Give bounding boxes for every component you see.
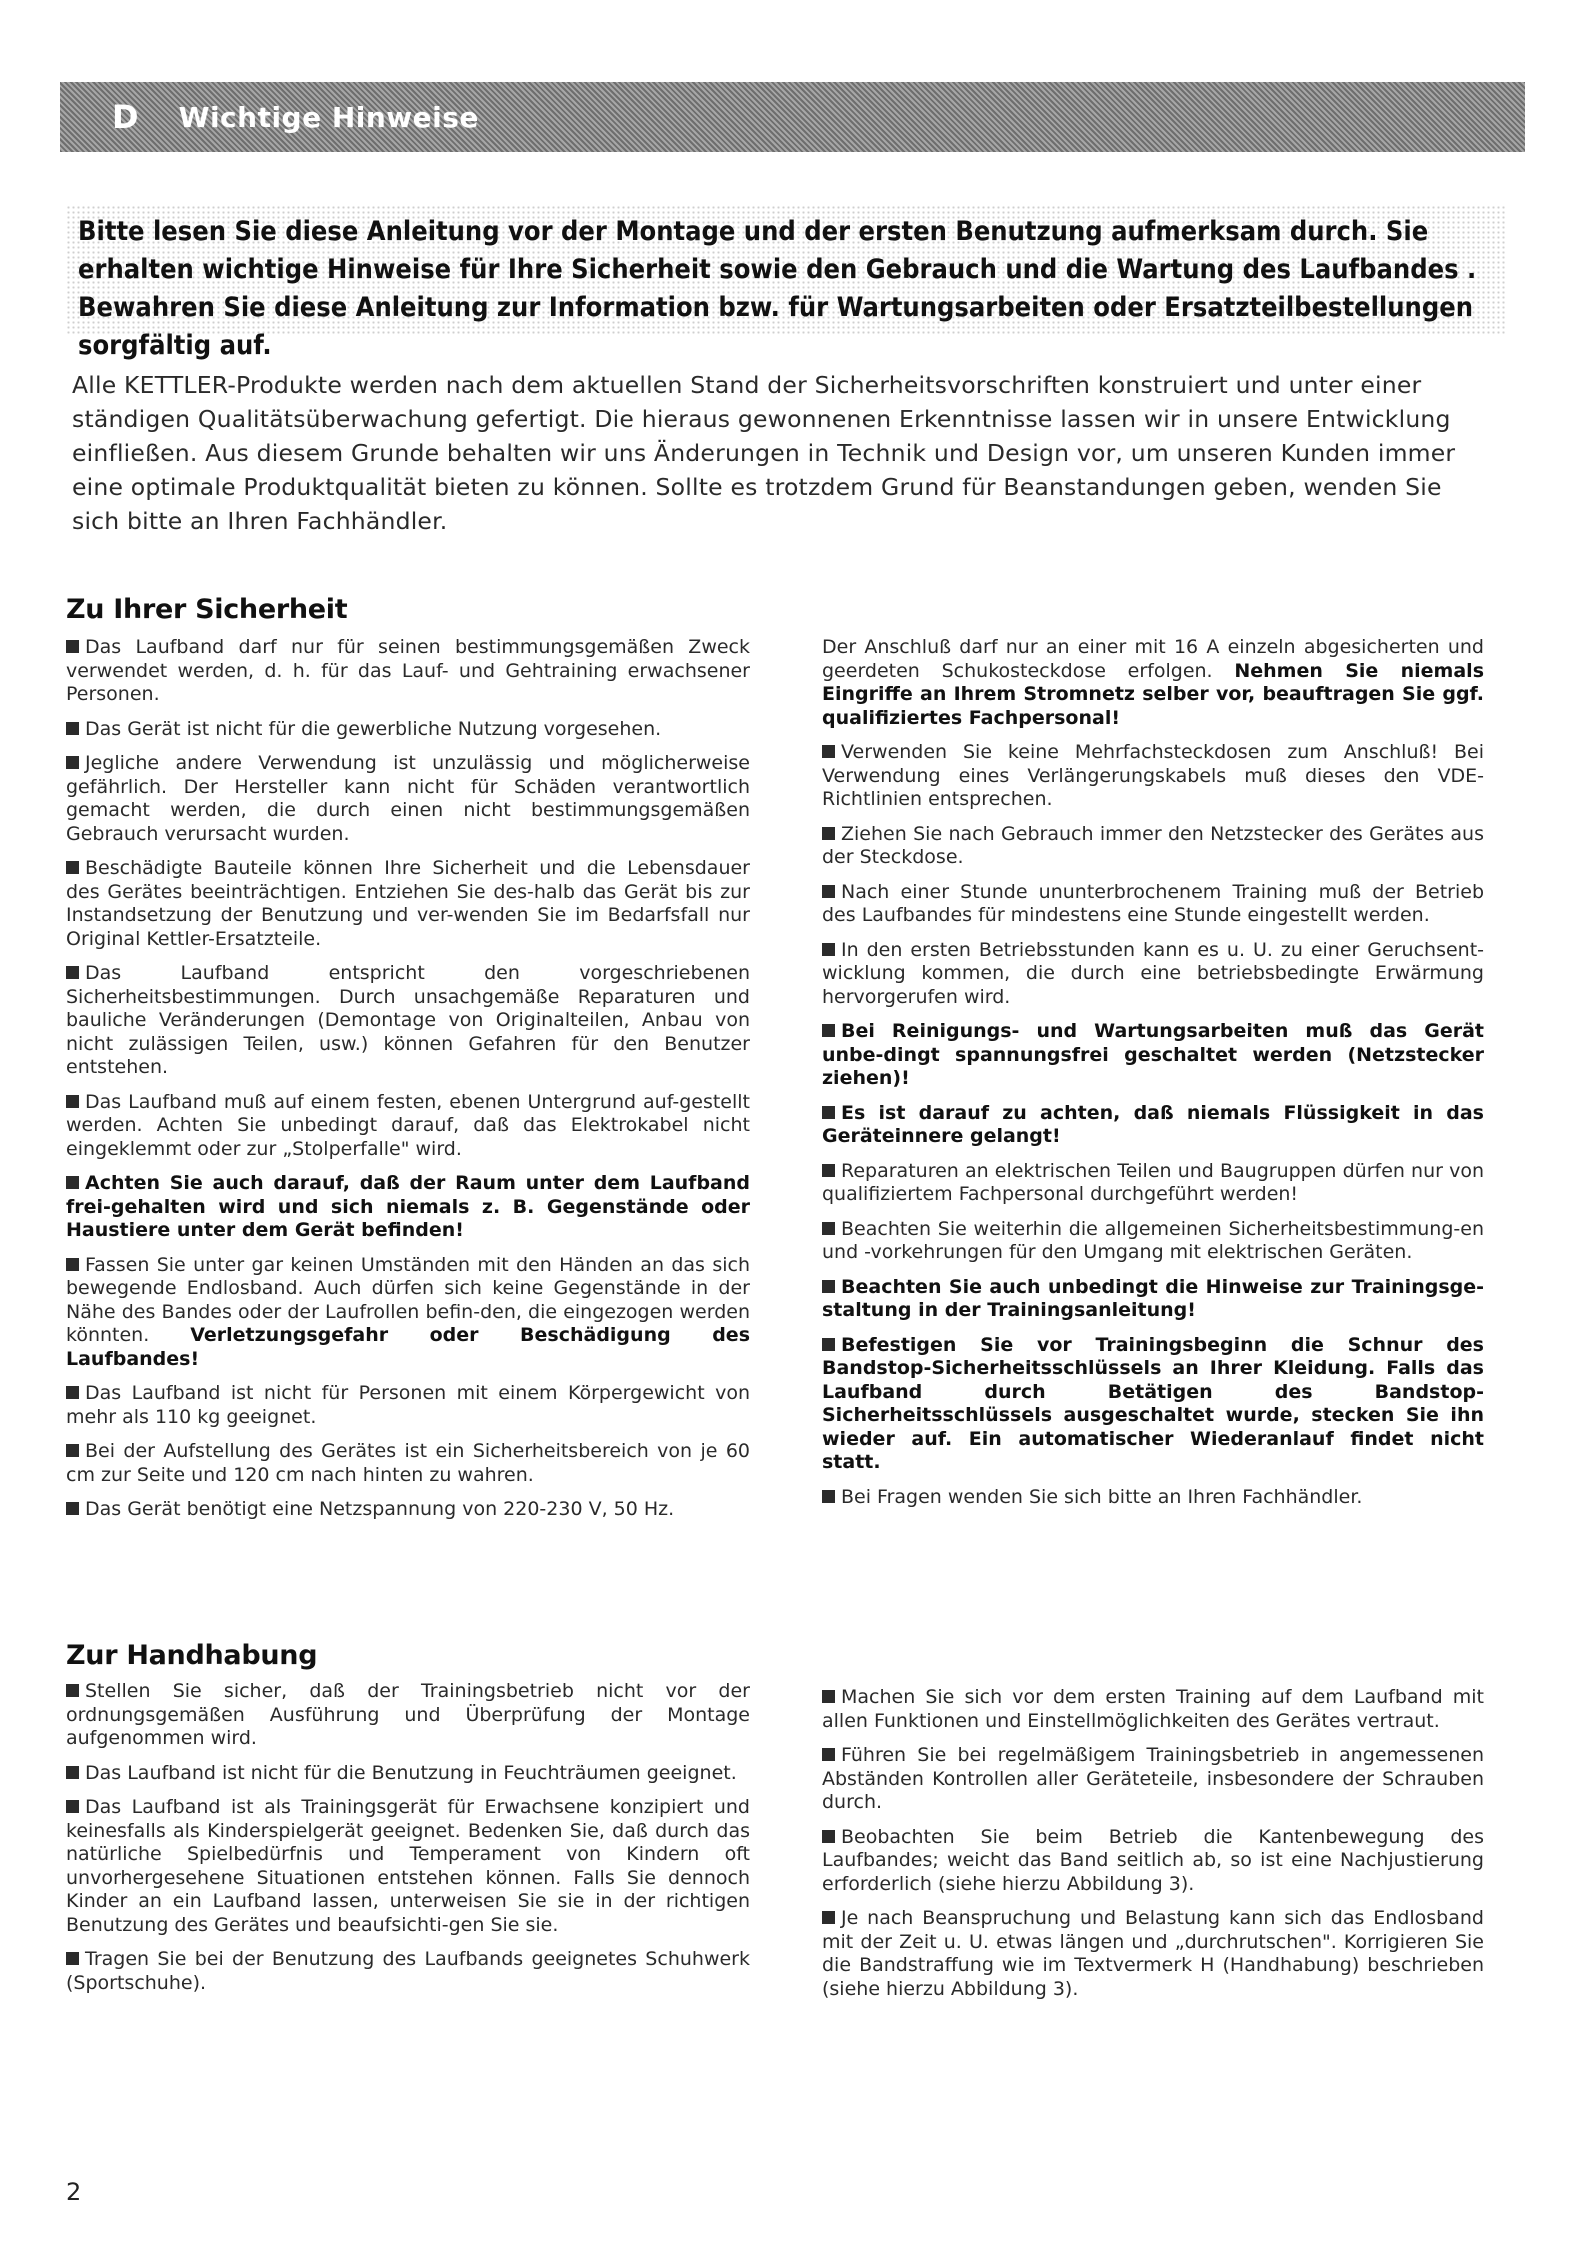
list-item [66,718,750,742]
bullet-square-icon [822,1338,835,1351]
bullet-square-icon [822,1490,835,1503]
item-bold-text: Verletzungsgefahr oder Beschädigung des Laufbandes! [66,1324,750,1370]
item-text: Bei der Aufstellung des Gerätes ist ein Sicherheitsbereich von je 60 cm zur Seite und 120 cm nach hinten zu wahren. [66,1440,750,1486]
bullet-square-icon [822,1830,835,1843]
item-bold-text: Nehmen Sie niemals Eingriffe an Ihrem Stromnetz selber vor, beauftragen Sie ggf. qualifiziertes Fachpersonal! [822,659,1484,729]
list-item [66,1680,750,1751]
bullet-square-icon [822,1106,835,1119]
bullet-square-icon [66,1502,79,1515]
bullet-square-icon [66,1766,79,1779]
bullet-square-icon [822,885,835,898]
item-text: Das Laufband entspricht den vorgeschriebenen Sicherheitsbestimmungen. Durch unsachgemäße Reparaturen und bauliche Veränderungen (Demontage von Originalteilen, Anbau von nicht zulässigen Teilen, usw.) können Gefahren für den Benutzer entstehen. [66,962,750,1078]
list-item [66,636,750,707]
item-text: Reparaturen an elektrischen Teilen und Baugruppen dürfen nur von qualifiziertem Fachpersonal durchgeführt werden! [822,1159,1484,1205]
list-item [822,1160,1484,1207]
list-item [822,1334,1484,1475]
list-item [66,1091,750,1162]
item-text: Das Laufband muß auf einem festen, ebenen Untergrund auf-gestellt werden. Achten Sie unbedingt darauf, daß das Elektrokabel nicht eingeklemmt oder zur „Stolperfalle" wird. [66,1090,750,1160]
bullet-square-icon [66,640,79,653]
list-item [822,1907,1484,2001]
item-bold-text: Achten Sie auch darauf, daß der Raum unter dem Laufband frei-gehalten wird und sich niemals z. B. Gegenstände oder Haustiere unter dem Gerät befinden! [66,1172,750,1241]
list-item [822,1486,1484,1510]
list-item [822,1826,1484,1897]
handling-title: Zur Handhabung [66,1640,318,1671]
bullet-square-icon [822,827,835,840]
item-text: Beschädigte Bauteile können Ihre Sicherheit und die Lebensdauer des Gerätes beeinträchtigen. Entziehen Sie des-halb das Gerät bis zur Instandsetzung der Benutzung und ver-wenden Sie im Bedarfsfall nur Original Kettler-Ersatzteile. [66,857,750,950]
item-text: Jegliche andere Verwendung ist unzulässig und möglicherweise gefährlich. Der Hersteller kann nicht für Schäden verantwortlich gemacht werden, die durch einen nicht bestimmungsgemäßen Gebrauch verursacht wurden. [66,752,750,845]
list-item [822,1686,1484,1733]
bullet-square-icon [66,1176,79,1189]
section-header-title: Wichtige Hinweise [178,100,479,134]
bullet-square-icon [66,722,79,735]
list-item [66,752,750,846]
list-item [66,1948,750,1995]
item-text: Beachten Sie weiterhin die allgemeinen Sicherheitsbestimmung-en und -vorkehrungen für den Umgang mit elektrischen Geräten. [822,1217,1484,1263]
intro-notice: Bitte lesen Sie diese Anleitung vor der Montage und der ersten Benutzung aufmerksam durch. Sie erhalten wichtige Hinweise für Ihre Sicherheit sowie den Gebrauch und die Wartung des Laufbandes . Bewahren Sie diese Anleitung zur Information bzw. für Wartungsarbeiten oder Ersatzteilbestellungen sorgfältig auf. [66,205,1506,335]
item-bold-text: Bei Reinigungs- und Wartungsarbeiten muß das Gerät unbe-dingt spannungsfrei geschaltet werden (Netzstecker ziehen)! [822,1020,1484,1089]
safety-title: Zu Ihrer Sicherheit [66,594,348,625]
item-text: Bei Fragen wenden Sie sich bitte an Ihren Fachhändler. [841,1485,1363,1508]
bullet-square-icon [66,966,79,979]
safety-left-column [66,636,750,1533]
list-item [66,1440,750,1487]
bullet-square-icon [822,745,835,758]
list-item [66,1796,750,1937]
list-item [822,741,1484,812]
item-text: Der Anschluß darf nur an einer mit 16 A einzeln abgesicherten und geerdeten Schukosteckdose erfolgen. [822,636,1484,682]
list-item [66,1382,750,1429]
bullet-square-icon [822,1280,835,1293]
bullet-square-icon [66,1444,79,1457]
item-text: Tragen Sie bei der Benutzung des Laufbands geeignetes Schuhwerk (Sportschuhe). [66,1948,750,1994]
bullet-square-icon [66,756,79,769]
lead-paragraph: Alle KETTLER-Produkte werden nach dem aktuellen Stand der Sicherheitsvorschriften konstruiert und unter einer ständigen Qualitätsüberwachung gefertigt. Die hieraus gewonnenen Erkenntnisse lassen wir in unsere Entwicklung einfließen. Aus diesem Grunde behalten wir uns Änderungen in Technik und Design vor, um unseren Kunden immer eine optimale Produktqualität bieten zu können. Sollte es trotzdem Grund für Beanstandungen geben, wenden Sie sich bitte an Ihren Fachhändler. [72,371,1456,535]
list-item [822,1020,1484,1091]
page-number: 2 [66,2178,82,2206]
bullet-square-icon [66,1095,79,1108]
handling-right-column [822,1686,1484,2012]
item-text: Das Gerät ist nicht für die gewerbliche Nutzung vorgesehen. [85,717,662,740]
bullet-square-icon [822,1024,835,1037]
bullet-square-icon [66,1258,79,1271]
list-item [822,939,1484,1010]
safety-right-first-item [822,636,1484,730]
bullet-square-icon [66,1952,79,1965]
bullet-square-icon [66,1386,79,1399]
list-item [822,1744,1484,1815]
item-text: Führen Sie bei regelmäßigem Trainingsbetrieb in angemessenen Abständen Kontrollen aller Geräteteile, insbesondere der Schrauben durch. [822,1744,1484,1813]
bullet-square-icon [66,1800,79,1813]
safety-right-column [822,636,1484,1520]
bullet-square-icon [822,1690,835,1703]
bullet-square-icon [822,1911,835,1924]
bullet-square-icon [66,1684,79,1697]
list-item [66,857,750,951]
item-text: Das Laufband ist nicht für die Benutzung in Feuchträumen geeignet. [85,1761,737,1784]
item-text: Ziehen Sie nach Gebrauch immer den Netzstecker des Gerätes aus der Steckdose. [822,822,1484,868]
list-item [822,1102,1484,1149]
bullet-square-icon [822,1164,835,1177]
item-text: Machen Sie sich vor dem ersten Training auf dem Laufband mit allen Funktionen und Einstellmöglichkeiten des Gerätes vertraut. [822,1686,1484,1732]
item-bold-text: Beachten Sie auch unbedingt die Hinweise zur Trainingsge-staltung in der Trainingsanleitung! [822,1275,1484,1321]
handling-left-column [66,1680,750,2006]
list-item [822,1276,1484,1323]
list-item [66,1254,750,1372]
item-text: Stellen Sie sicher, daß der Trainingsbetrieb nicht vor der ordnungsgemäßen Ausführung und Überprüfung der Montage aufgenommen wird. [66,1680,750,1749]
item-bold-text: Befestigen Sie vor Trainingsbeginn die Schnur des Bandstop-Sicherheitsschlüssels an Ihrer Kleidung. Falls das Laufband durch Betätigen des Bandstop-Sicherheitsschlüssels ausgeschaltet wurde, stecken Sie ihn wieder auf. Ein automatischer Wiederanlauf findet nicht statt. [822,1333,1484,1473]
bullet-square-icon [822,1748,835,1761]
item-bold-text: Es ist darauf zu achten, daß niemals Flüssigkeit in das Geräteinnere gelangt! [822,1101,1484,1147]
item-text: Nach einer Stunde ununterbrochenem Training muß der Betrieb des Laufbandes für mindestens eine Stunde eingestellt werden. [822,880,1484,926]
item-text: Verwenden Sie keine Mehrfachsteckdosen zum Anschluß! Bei Verwendung eines Verlängerungskabels muß dieses den VDE-Richtlinien entsprechen. [822,741,1484,810]
list-item [66,1762,750,1786]
section-header-banner [60,82,1525,152]
list-item [66,1172,750,1243]
list-item [822,1218,1484,1265]
item-text: Das Laufband ist als Trainingsgerät für Erwachsene konzipiert und keinesfalls als Kinderspielgerät geeignet. Bedenken Sie, daß durch das natürliche Spielbedürfnis und Temperament von Kindern oft unvorhergesehene Situationen entstehen können. Falls Sie dennoch Kinder an ein Laufband lassen, unterweisen Sie sie in der richtigen Benutzung des Gerätes und beaufsichti-gen Sie sie. [66,1796,750,1936]
bullet-square-icon [822,1222,835,1235]
item-text: Das Gerät benötigt eine Netzspannung von 220-230 V, 50 Hz. [85,1498,675,1520]
list-item [66,962,750,1080]
item-text: Das Laufband darf nur für seinen bestimmungsgemäßen Zweck verwendet werden, d. h. für das Lauf- und Gehtraining erwachsener Personen. [66,636,750,705]
bullet-square-icon [66,861,79,874]
list-item [822,823,1484,870]
list-item [822,881,1484,928]
item-text: Fassen Sie unter gar keinen Umständen mit den Händen an das sich bewegende Endlosband. Auch dürfen sich keine Gegenstände in der Nähe des Bandes oder der Laufrollen befin-den, die eingezogen werden könnten. [66,1253,750,1346]
item-text: In den ersten Betriebsstunden kann es u. U. zu einer Geruchsent-wicklung kommen, die durch eine betriebsbedingte Erwärmung hervorgerufen wird. [822,938,1484,1008]
item-text: Das Laufband ist nicht für Personen mit einem Körpergewicht von mehr als 110 kg geeignet. [66,1382,750,1428]
item-text: Beobachten Sie beim Betrieb die Kantenbewegung des Laufbandes; weicht das Band seitlich ab, so ist eine Nachjustierung erforderlich (siehe hierzu Abbildung 3). [822,1825,1484,1895]
list-item [66,1498,750,1522]
language-letter: D [112,98,139,136]
item-text: Je nach Beanspruchung und Belastung kann sich das Endlosband mit der Zeit u. U. etwas längen und „durchrutschen". Korrigieren Sie die Bandstraffung wie im Textvermerk H (Handhabung) beschrieben (siehe hierzu Abbildung 3). [822,1907,1484,2000]
bullet-square-icon [822,943,835,956]
